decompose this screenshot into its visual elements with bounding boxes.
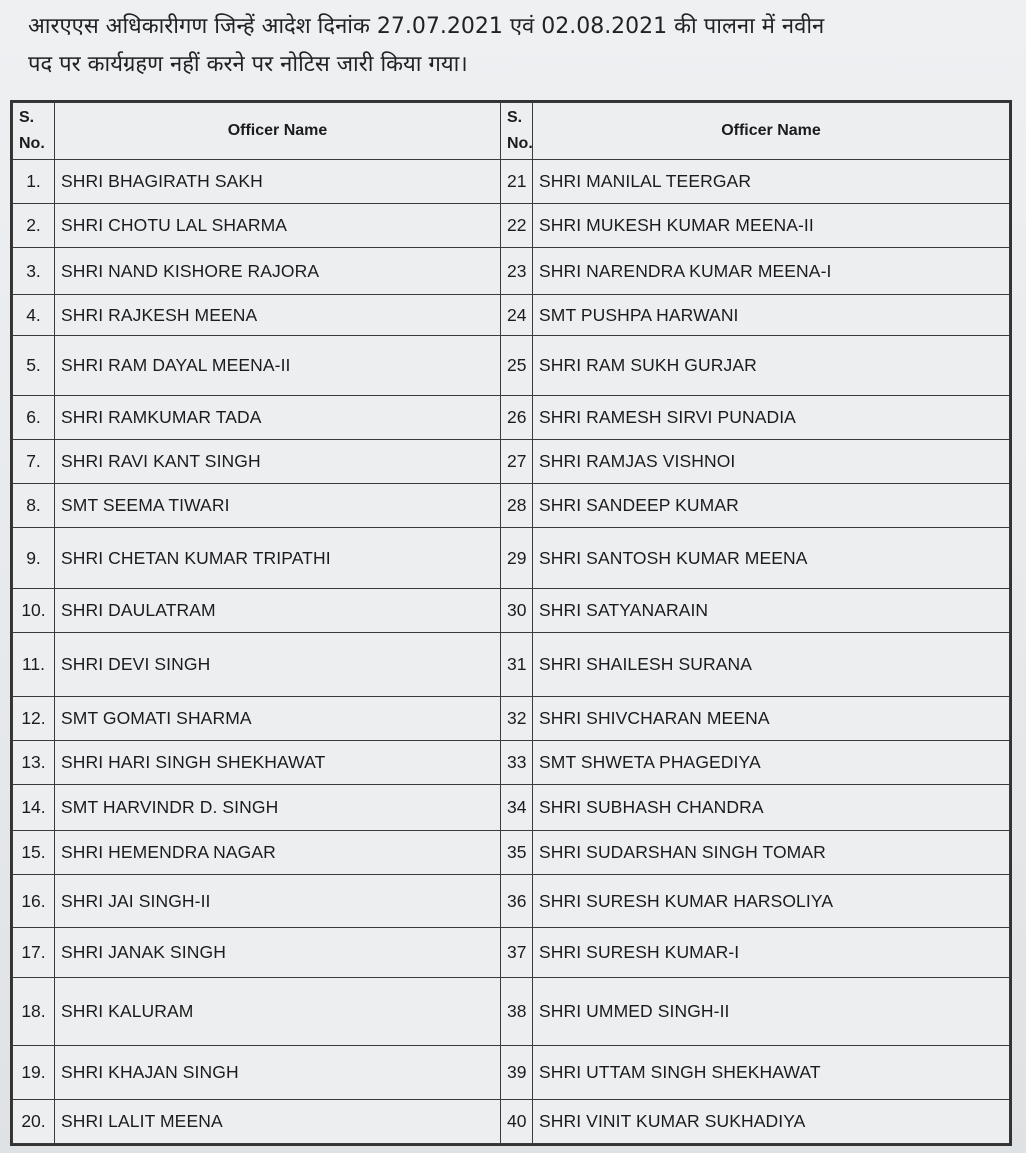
right-serial-number: 21 <box>501 160 533 204</box>
right-serial-number: 26 <box>501 396 533 440</box>
left-serial-number: 10. <box>13 589 55 633</box>
right-officer-name: SHRI SANDEEP KUMAR <box>533 484 1010 528</box>
right-sno-header: S. No. <box>501 103 533 160</box>
left-officer-name: SMT GOMATI SHARMA <box>55 697 501 741</box>
table-row <box>13 396 1010 440</box>
right-officer-name: SHRI RAMJAS VISHNOI <box>533 440 1010 484</box>
left-serial-number: 12. <box>13 697 55 741</box>
left-officer-name: SHRI RAJKESH MEENA <box>55 295 501 336</box>
right-officer-name: SMT PUSHPA HARWANI <box>533 295 1010 336</box>
left-serial-number: 5. <box>13 336 55 396</box>
table-row <box>13 831 1010 875</box>
right-serial-number: 31 <box>501 633 533 697</box>
right-officer-name: SHRI SUDARSHAN SINGH TOMAR <box>533 831 1010 875</box>
right-serial-number: 29 <box>501 528 533 589</box>
right-serial-number: 23 <box>501 248 533 295</box>
right-officer-name: SHRI UMMED SINGH-II <box>533 978 1010 1046</box>
right-officer-name: SHRI SURESH KUMAR HARSOLIYA <box>533 875 1010 928</box>
right-serial-number: 32 <box>501 697 533 741</box>
table-row <box>13 295 1010 336</box>
right-serial-number: 22 <box>501 204 533 248</box>
left-serial-number: 4. <box>13 295 55 336</box>
right-serial-number: 39 <box>501 1046 533 1100</box>
right-serial-number: 33 <box>501 741 533 785</box>
left-officer-name: SHRI JANAK SINGH <box>55 928 501 978</box>
heading-line-2: पद पर कार्यग्रहण नहीं करने पर नोटिस जारी किया गया। <box>28 52 468 77</box>
left-officer-name: SHRI LALIT MEENA <box>55 1100 501 1144</box>
table-row <box>13 1046 1010 1100</box>
left-serial-number: 2. <box>13 204 55 248</box>
table-row <box>13 204 1010 248</box>
left-officer-name: SHRI KALURAM <box>55 978 501 1046</box>
table-row <box>13 875 1010 928</box>
right-officer-name: SHRI RAM SUKH GURJAR <box>533 336 1010 396</box>
table-row <box>13 785 1010 831</box>
left-serial-number: 14. <box>13 785 55 831</box>
right-officer-name: SHRI SHIVCHARAN MEENA <box>533 697 1010 741</box>
left-officer-name: SHRI HARI SINGH SHEKHAWAT <box>55 741 501 785</box>
left-serial-number: 8. <box>13 484 55 528</box>
table-row <box>13 440 1010 484</box>
table-row <box>13 741 1010 785</box>
right-serial-number: 30 <box>501 589 533 633</box>
right-serial-number: 34 <box>501 785 533 831</box>
right-officer-name: SHRI MUKESH KUMAR MEENA-II <box>533 204 1010 248</box>
table-row <box>13 928 1010 978</box>
right-officer-name: SHRI SHAILESH SURANA <box>533 633 1010 697</box>
left-officer-name: SHRI RAM DAYAL MEENA-II <box>55 336 501 396</box>
right-officer-name: SHRI SUBHASH CHANDRA <box>533 785 1010 831</box>
left-sno-header: S. No. <box>13 103 55 160</box>
right-name-header: Officer Name <box>533 103 1010 160</box>
right-officer-name: SHRI NARENDRA KUMAR MEENA-I <box>533 248 1010 295</box>
table-body <box>13 160 1010 1144</box>
left-serial-number: 19. <box>13 1046 55 1100</box>
left-serial-number: 9. <box>13 528 55 589</box>
officer-table-container <box>10 100 1012 1146</box>
right-officer-name: SMT SHWETA PHAGEDIYA <box>533 741 1010 785</box>
right-officer-name: SHRI SURESH KUMAR-I <box>533 928 1010 978</box>
left-officer-name: SMT SEEMA TIWARI <box>55 484 501 528</box>
right-serial-number: 27 <box>501 440 533 484</box>
left-officer-name: SHRI DAULATRAM <box>55 589 501 633</box>
table-row <box>13 633 1010 697</box>
left-officer-name: SHRI CHOTU LAL SHARMA <box>55 204 501 248</box>
left-officer-name: SHRI HEMENDRA NAGAR <box>55 831 501 875</box>
right-serial-number: 25 <box>501 336 533 396</box>
right-officer-name: SHRI MANILAL TEERGAR <box>533 160 1010 204</box>
right-serial-number: 40 <box>501 1100 533 1144</box>
left-officer-name: SHRI NAND KISHORE RAJORA <box>55 248 501 295</box>
right-serial-number: 24 <box>501 295 533 336</box>
left-serial-number: 3. <box>13 248 55 295</box>
table-row <box>13 528 1010 589</box>
left-serial-number: 6. <box>13 396 55 440</box>
left-serial-number: 13. <box>13 741 55 785</box>
left-serial-number: 18. <box>13 978 55 1046</box>
table-row <box>13 160 1010 204</box>
left-officer-name: SMT HARVINDR D. SINGH <box>55 785 501 831</box>
right-serial-number: 37 <box>501 928 533 978</box>
right-serial-number: 35 <box>501 831 533 875</box>
left-officer-name: SHRI CHETAN KUMAR TRIPATHI <box>55 528 501 589</box>
left-officer-name: SHRI RAVI KANT SINGH <box>55 440 501 484</box>
left-serial-number: 15. <box>13 831 55 875</box>
left-officer-name: SHRI KHAJAN SINGH <box>55 1046 501 1100</box>
table-row <box>13 697 1010 741</box>
left-serial-number: 17. <box>13 928 55 978</box>
left-serial-number: 1. <box>13 160 55 204</box>
table-header-row <box>13 103 1010 160</box>
table-row <box>13 484 1010 528</box>
right-officer-name: SHRI SANTOSH KUMAR MEENA <box>533 528 1010 589</box>
left-officer-name: SHRI RAMKUMAR TADA <box>55 396 501 440</box>
left-serial-number: 7. <box>13 440 55 484</box>
document-heading <box>28 8 988 84</box>
right-officer-name: SHRI VINIT KUMAR SUKHADIYA <box>533 1100 1010 1144</box>
right-officer-name: SHRI RAMESH SIRVI PUNADIA <box>533 396 1010 440</box>
left-officer-name: SHRI JAI SINGH-II <box>55 875 501 928</box>
table-row <box>13 589 1010 633</box>
table-row <box>13 1100 1010 1144</box>
left-officer-name: SHRI DEVI SINGH <box>55 633 501 697</box>
left-serial-number: 16. <box>13 875 55 928</box>
right-officer-name: SHRI UTTAM SINGH SHEKHAWAT <box>533 1046 1010 1100</box>
table-row <box>13 978 1010 1046</box>
left-officer-name: SHRI BHAGIRATH SAKH <box>55 160 501 204</box>
right-serial-number: 38 <box>501 978 533 1046</box>
table-row <box>13 336 1010 396</box>
officer-table <box>12 102 1010 1144</box>
right-serial-number: 36 <box>501 875 533 928</box>
heading-line-1: आरएएस अधिकारीगण जिन्हें आदेश दिनांक 27.07.2021 एवं 02.08.2021 की पालना में नवीन <box>28 14 825 39</box>
left-serial-number: 11. <box>13 633 55 697</box>
left-serial-number: 20. <box>13 1100 55 1144</box>
table-row <box>13 248 1010 295</box>
left-name-header: Officer Name <box>55 103 501 160</box>
right-serial-number: 28 <box>501 484 533 528</box>
right-officer-name: SHRI SATYANARAIN <box>533 589 1010 633</box>
